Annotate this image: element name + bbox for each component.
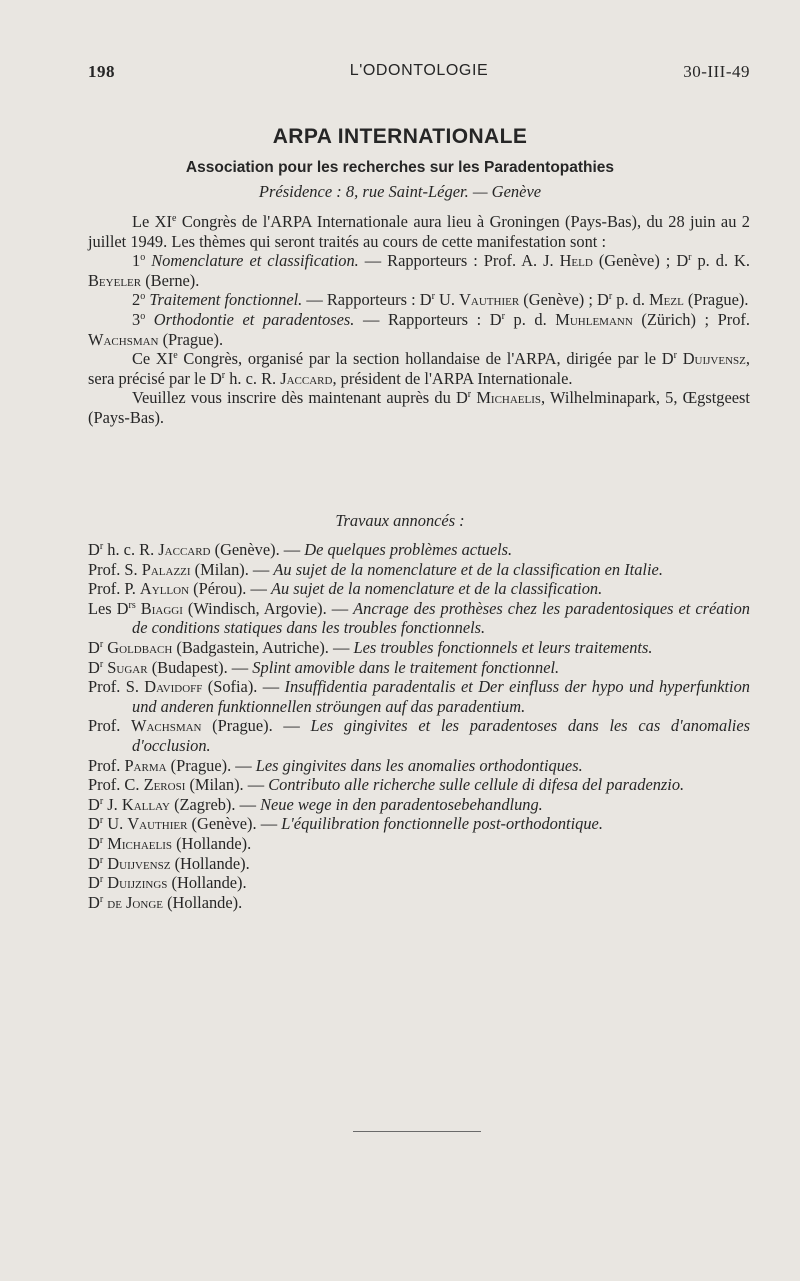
work-sup: r bbox=[99, 874, 104, 886]
work-name: Goldbach bbox=[107, 637, 173, 657]
organisation-paragraph: Ce XIe Congrès, organisé par la section hollandaise de l'ARPA, dirigée par le $D^r$ Duijvensz, sera précisé par le $D^r$ h. c. R. Jaccard, président de l'ARPA Internationale. bbox=[88, 349, 750, 388]
work-post: (Hollande). bbox=[170, 853, 250, 873]
work-post: (Prague). — bbox=[166, 755, 256, 775]
work-title: Les gingivites dans les anomalies orthodontiques. bbox=[255, 755, 583, 775]
work-name: Parma bbox=[124, 755, 167, 775]
work-pre: D bbox=[88, 873, 100, 893]
congress-paragraph: Le XIe Congrès de l'ARPA Internationale aura lieu à Groningen (Pays-Bas), du 28 juin au 2 juillet 1949. Les thèmes qui seront traités au cours de cette manifestation sont : bbox=[88, 212, 750, 251]
work-name: Kallay bbox=[121, 794, 170, 814]
work-title: Splint amovible dans le traitement fonctionnel. bbox=[252, 657, 560, 677]
work-entry bbox=[88, 795, 750, 815]
work-pre: Les D bbox=[88, 598, 129, 618]
work-entry bbox=[88, 599, 750, 638]
work-pre: D bbox=[88, 892, 100, 912]
work-pre: Prof. P. bbox=[88, 579, 140, 599]
work-name: Davidoff bbox=[144, 677, 203, 697]
work-pre: Prof. S. bbox=[88, 677, 145, 697]
work-sup: r bbox=[99, 815, 104, 827]
work-title: Neue wege in den paradentosebehandlung. bbox=[260, 794, 543, 814]
presidence-address: Présidence : 8, rue Saint-Léger. — Genève bbox=[258, 182, 542, 201]
work-post: (Hollande). bbox=[171, 833, 252, 853]
work-post: (Hollande). bbox=[167, 873, 247, 893]
work-pre: D bbox=[88, 853, 100, 873]
work-post: (Milan). — bbox=[185, 775, 269, 795]
work-entry bbox=[88, 775, 750, 795]
work-entry bbox=[88, 579, 750, 599]
work-sup: r bbox=[99, 541, 104, 552]
registration-paragraph: Veuillez vous inscrire dès maintenant auprès du $D^r$ Michaelis, Wilhelminapark, 5, Œgstgeest (Pays-Bas). bbox=[88, 388, 750, 427]
work-entry bbox=[88, 756, 750, 776]
work-title: De quelques problèmes actuels. bbox=[304, 540, 513, 559]
work-pre: Prof. bbox=[88, 755, 125, 775]
work-pre: D bbox=[88, 657, 100, 677]
work-post: (Genève). — bbox=[187, 814, 282, 834]
work-post: (Sofia). — bbox=[202, 677, 285, 697]
work-entry bbox=[88, 893, 750, 913]
work-name: Jaccard bbox=[158, 540, 211, 559]
work-title: Au sujet de la nomenclature et de la classification en Italie. bbox=[273, 559, 663, 579]
work-pre: Prof. S. bbox=[88, 559, 142, 579]
work-name: Wachsman bbox=[131, 716, 202, 736]
work-name: Duijvensz bbox=[107, 853, 171, 873]
work-post: (Badgastein, Autriche). — bbox=[172, 637, 354, 657]
work-sup: r bbox=[99, 893, 104, 905]
work-title: Ancrage des prothèses chez les paradentosiques et création de conditions statiques dans les troubles fonctionnels. bbox=[132, 598, 750, 638]
journal-name: L'ODONTOLOGIE bbox=[349, 62, 489, 79]
work-title: Contributo alle richerche sulle cellule di difesa del paradenzio. bbox=[268, 775, 685, 795]
issue-date: 30-III-49 bbox=[683, 62, 750, 81]
closing-rule bbox=[353, 1131, 481, 1132]
work-sup: r bbox=[99, 658, 104, 670]
work-entry bbox=[88, 540, 750, 560]
theme-3: 3$^o$ Orthodontie et paradentoses. — Rapporteurs : $D^r$ p. d. Muhlemann (Zürich) ; Prof. Wachsman (Prague). bbox=[88, 309, 750, 349]
works-list bbox=[88, 540, 750, 912]
work-name: Palazzi bbox=[141, 559, 191, 579]
work-sup: r bbox=[99, 854, 104, 866]
work-post: (Genève). — bbox=[210, 540, 305, 559]
work-post: (Pérou). — bbox=[189, 579, 271, 599]
work-pre: D bbox=[88, 540, 100, 559]
work-entry bbox=[88, 560, 750, 580]
work-entry bbox=[88, 677, 750, 716]
work-entry bbox=[88, 814, 750, 834]
work-entry bbox=[88, 854, 750, 874]
work-name: Biaggi bbox=[140, 598, 183, 618]
article-subtitle: Association pour les recherches sur les Paradentopathies bbox=[185, 159, 615, 176]
work-pre: D bbox=[88, 637, 100, 657]
work-name: Zerosi bbox=[143, 775, 186, 795]
work-mid: U. bbox=[103, 814, 128, 834]
work-title: Au sujet de la nomenclature et de la classification. bbox=[270, 579, 603, 599]
work-mid: J. bbox=[103, 794, 122, 814]
work-name: de Jonge bbox=[107, 892, 163, 912]
work-title: L'équilibration fonctionnelle post-orthodontique. bbox=[281, 814, 603, 834]
work-entry bbox=[88, 716, 750, 755]
work-pre: Prof. bbox=[88, 716, 132, 736]
works-heading: Travaux annoncés : bbox=[335, 511, 465, 530]
work-pre: Prof. C. bbox=[88, 775, 144, 795]
work-name: Sugar bbox=[107, 657, 148, 677]
work-post: (Prague). — bbox=[201, 716, 311, 736]
article-title: ARPA INTERNATIONALE bbox=[272, 125, 528, 148]
work-post: (Budapest). — bbox=[147, 657, 253, 677]
work-entry bbox=[88, 873, 750, 893]
work-entry bbox=[88, 658, 750, 678]
work-name: Duijzings bbox=[107, 873, 168, 893]
work-sup: r bbox=[99, 638, 104, 650]
work-title: Les troubles fonctionnels et leurs traitements. bbox=[353, 637, 653, 657]
work-name: Ayllon bbox=[139, 579, 190, 599]
work-sup: r bbox=[99, 834, 104, 846]
announcement-body bbox=[88, 212, 750, 428]
theme-1: 1$^o$ Nomenclature et classification. — Rapporteurs : Prof. A. J. Held (Genève) ; $D^r$ p. d. K. Beyeler (Berne). bbox=[88, 251, 750, 290]
work-post: (Zagreb). — bbox=[169, 794, 261, 814]
work-name: Michaelis bbox=[107, 833, 172, 853]
work-entry bbox=[88, 638, 750, 658]
work-name: Vauthier bbox=[127, 814, 188, 834]
work-sup: r bbox=[99, 795, 104, 807]
theme-2: 2$^o$ Traitement fonctionnel. — Rapporteurs : $D^r$ U. Vauthier (Genève) ; $D^r$ p. d. Mezl (Prague). bbox=[132, 290, 749, 310]
work-post: (Milan). — bbox=[190, 559, 274, 579]
work-sup: rs bbox=[128, 599, 136, 611]
work-pre: D bbox=[88, 814, 100, 834]
page-number: 198 bbox=[88, 62, 115, 81]
work-pre: D bbox=[88, 794, 100, 814]
work-pre: D bbox=[88, 833, 100, 853]
work-mid: h. c. R. bbox=[103, 540, 159, 559]
work-post: (Hollande). bbox=[163, 892, 243, 912]
work-title: Les gingivites et les paradentoses dans les cas d'anomalies d'occlusion. bbox=[132, 716, 750, 755]
work-post: (Windisch, Argovie). — bbox=[182, 598, 354, 618]
work-title: Insuffidentia paradentalis et Der einfluss der hypo und hyperfunktion und anderen funktionnellen ströungen auf das paradentium. bbox=[132, 677, 751, 716]
work-entry bbox=[88, 834, 750, 854]
